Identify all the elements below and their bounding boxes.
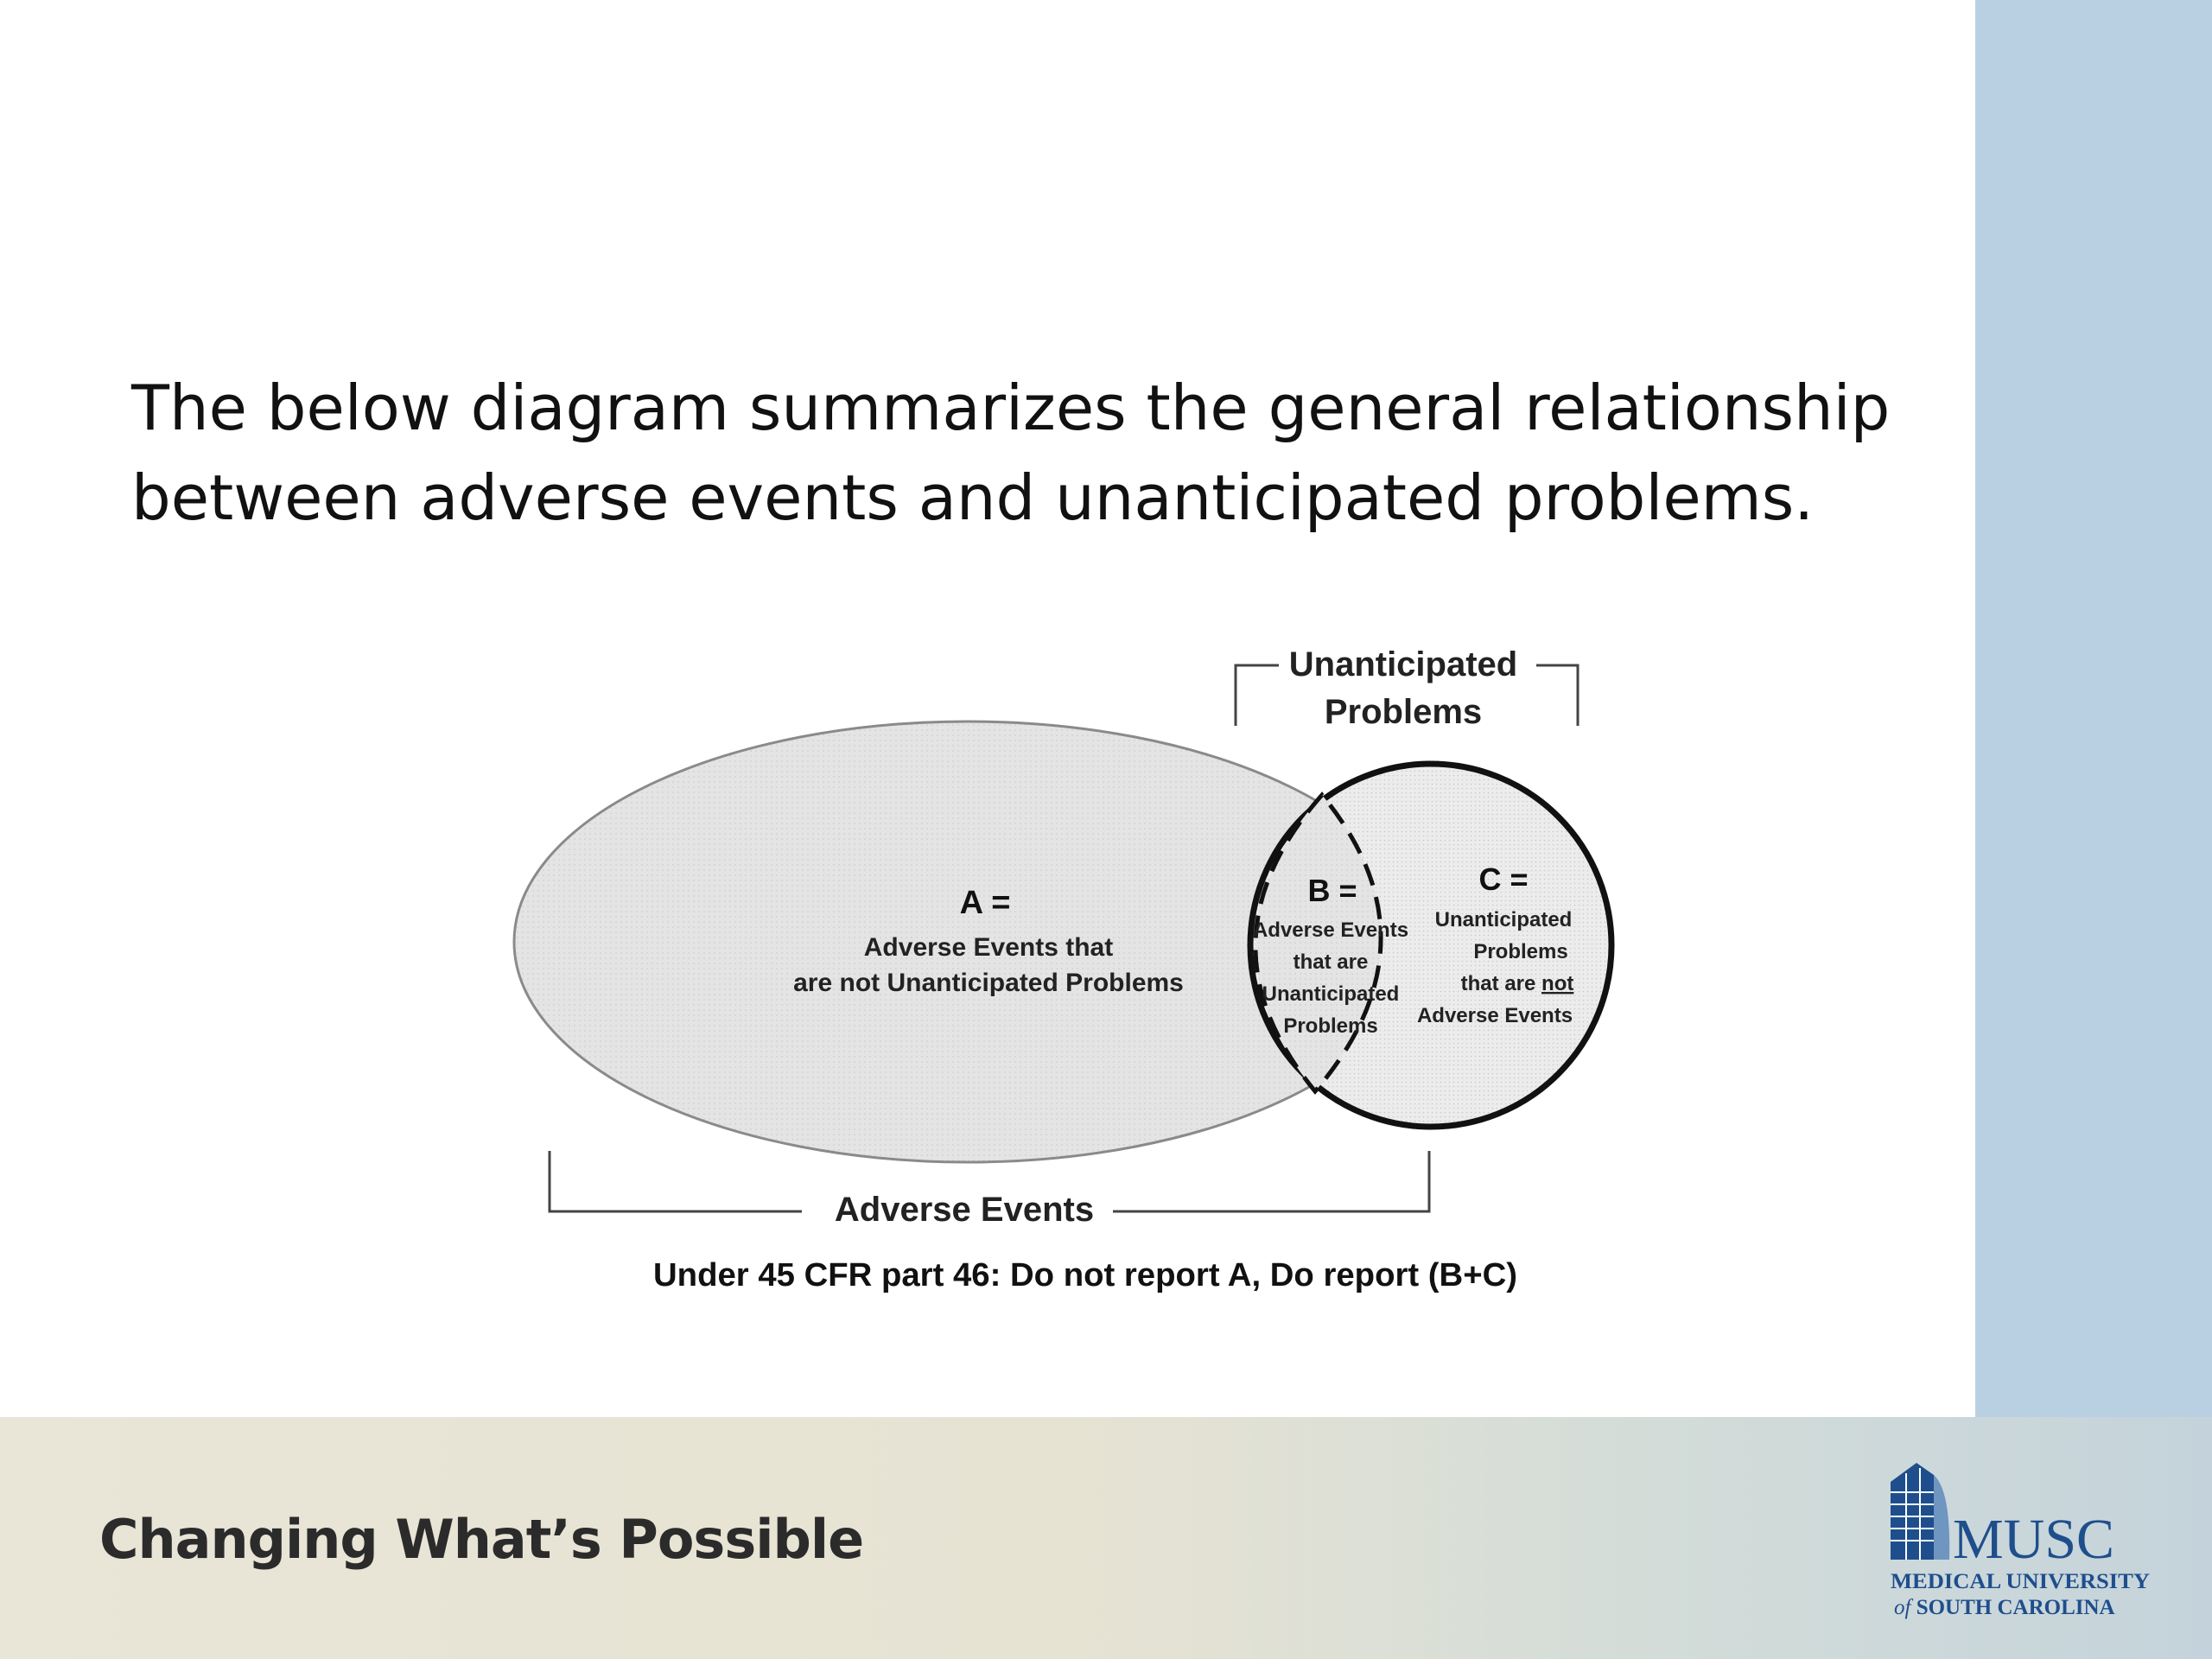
- region-c-line2: Problems: [1473, 940, 1568, 963]
- region-a-line1: Adverse Events that: [863, 933, 1114, 962]
- musc-logo: [1884, 1456, 2169, 1629]
- intro-text: [131, 363, 1946, 543]
- footer-band: [0, 1417, 2212, 1659]
- logo-line-2: [1894, 1596, 2115, 1619]
- region-b-line2: that are: [1293, 950, 1369, 974]
- logo-line-2-of: of: [1894, 1596, 1911, 1619]
- logo-line-1: MEDICAL UNIVERSITY: [1891, 1570, 2150, 1593]
- region-a-line2: are not Unanticipated Problems: [793, 969, 1184, 997]
- building-icon: [1891, 1463, 1949, 1560]
- region-b-title: B =: [1307, 873, 1357, 908]
- region-b-line1: Adverse Events: [1252, 918, 1409, 942]
- adverse-events-label: Adverse Events: [834, 1191, 1095, 1229]
- region-c-line3-emphasis: not: [1541, 972, 1574, 995]
- region-b-line3: Unanticipated: [1262, 982, 1400, 1006]
- intro-line-1: The below diagram summarizes the general relationship: [131, 372, 1891, 444]
- logo-line-2-rest: SOUTH CAROLINA: [1910, 1596, 2115, 1619]
- region-b-line4: Problems: [1283, 1014, 1378, 1038]
- region-c-line3-prefix: that are: [1460, 972, 1542, 995]
- region-a-title: A =: [959, 885, 1011, 921]
- footer-tagline: Changing What’s Possible: [99, 1508, 864, 1571]
- logo-wordmark: MUSC: [1953, 1508, 2115, 1571]
- right-accent-band: [1975, 0, 2212, 1417]
- region-c-line1: Unanticipated: [1434, 908, 1573, 931]
- region-c-line4: Adverse Events: [1416, 1004, 1573, 1027]
- region-c-line3: [1461, 972, 1574, 995]
- region-c-title: C =: [1478, 861, 1529, 897]
- venn-diagram: [484, 613, 1624, 1305]
- intro-line-2: between adverse events and unanticipated problems.: [131, 461, 1815, 534]
- unanticipated-problems-label-line1: Unanticipated: [1288, 645, 1518, 683]
- reporting-rule: Under 45 CFR part 46: Do not report A, Do report (B+C): [653, 1257, 1517, 1294]
- unanticipated-problems-label-line2: Problems: [1324, 693, 1483, 731]
